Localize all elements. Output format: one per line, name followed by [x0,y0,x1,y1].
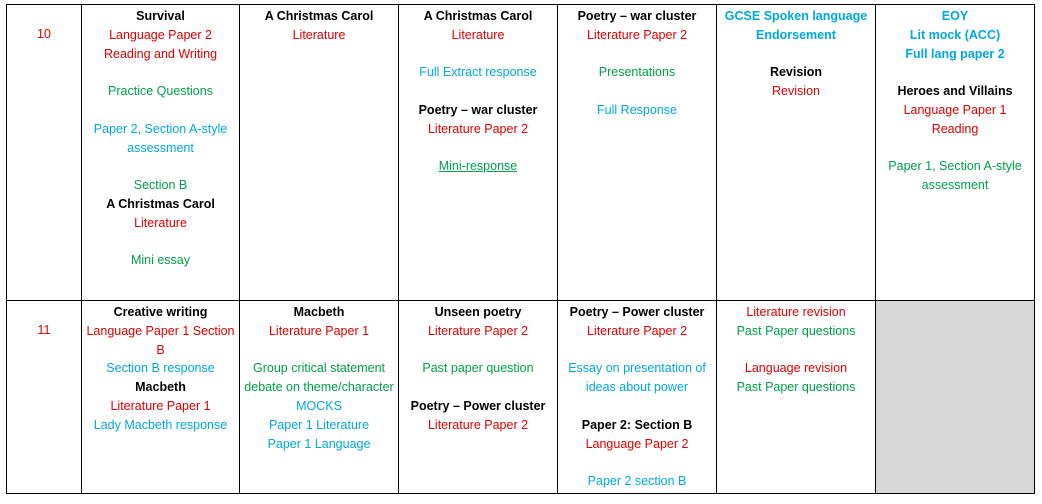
cell-text-line: Poetry – Power cluster [569,305,705,319]
cell-text-line: Past paper question [422,361,534,376]
cell-text-line: Full lang paper 2 [905,46,1005,61]
cell-text-line: Language Paper 1 Reading [903,102,1007,136]
year-11-term-4-cell [558,301,717,494]
cell-text-line: Language Paper 2 Reading and Writing [103,27,218,61]
year-11-term-1-cell [82,301,240,494]
cell-text-line: Full Extract response [419,65,537,80]
cell-text-line: Lady Macbeth response [93,417,228,432]
cell-text-line: Section B [133,178,188,193]
cell-blank-line [86,233,235,252]
cell-blank-line [86,101,235,120]
cell-text-line: Language revision [744,361,848,376]
cell-text-line: Heroes and Villains [897,84,1013,99]
cell-text-line: Literature [451,27,505,42]
cell-text-line: Paper 2 section B [587,474,687,489]
cell-text-line: Group critical statement debate on theme/character [244,361,394,395]
cell-text-line: Paper 2: Section B [581,417,693,432]
cell-text-line: Past Paper questions [736,380,856,395]
cell-text-line: Paper 2, Section A-style assessment [93,121,228,155]
year-10-row [7,5,1035,301]
cell-blank-line [403,45,553,64]
cell-blank-line [403,139,553,158]
cell-text-line: Poetry – Power cluster [410,398,546,413]
cell-text-line: Literature [134,215,187,230]
year-11-term-6-empty-cell [876,301,1035,494]
year-11-label: 11 [7,301,82,494]
year-10-term-1-cell [82,5,240,301]
cell-text-line: Literature Paper 2 [586,27,688,42]
cell-text-line: Paper 1, Section A-style assessment [888,159,1022,193]
cell-blank-line [880,139,1030,158]
cell-text-line: Revision [769,65,823,80]
curriculum-plan-table [6,4,1035,494]
cell-text-line: Revision [772,84,820,99]
cell-blank-line [403,341,553,360]
cell-blank-line [562,341,712,360]
cell-text-line: A Christmas Carol [106,196,215,211]
cell-text-line: GCSE Spoken language Endorsement [724,9,868,42]
cell-text-line: Literature Paper 2 [427,121,529,136]
cell-blank-line [562,82,712,101]
cell-text-line: Lit mock (ACC) [909,27,1001,42]
cell-text-line: Macbeth [293,305,345,319]
cell-text-line: Literature [292,27,346,42]
year-11-term-5-cell [717,301,876,494]
cell-text-line: Mini-response [438,159,518,174]
cell-text-line: Presentations [598,65,676,80]
cell-blank-line [721,45,871,64]
cell-text-line: EOY [941,9,969,23]
cell-blank-line [562,453,712,472]
cell-text-line: Mini essay [130,253,191,268]
cell-text-line: Literature revision [746,305,846,319]
year-10-term-2-cell [240,5,399,301]
cell-text-line: Unseen poetry [434,305,522,319]
cell-text-line: Practice Questions [108,84,213,99]
year-11-term-3-cell [399,301,558,494]
year-11-term-2-cell [240,301,399,494]
year-10-term-6-cell [876,5,1035,301]
cell-text-line: A Christmas Carol [264,9,374,23]
cell-text-line: Literature Paper 2 [427,417,529,432]
cell-text-line: Survival [136,9,185,23]
cell-text-line: Full Response [597,102,677,117]
cell-text-line: Literature Paper 1 [268,323,370,338]
cell-text-line: Literature Paper 2 [586,323,688,338]
cell-text-line: Literature Paper 2 [427,323,529,338]
cell-text-line: A Christmas Carol [423,9,533,23]
cell-text-line: Poetry – war cluster [577,9,697,23]
cell-blank-line [403,378,553,397]
cell-text-line: Paper 1 Language [267,436,371,451]
cell-blank-line [562,45,712,64]
cell-text-line: Macbeth [135,380,186,395]
year-10-label: 10 [7,5,82,301]
cell-blank-line [721,341,871,360]
cell-blank-line [86,63,235,82]
year-10-term-4-cell [558,5,717,301]
cell-blank-line [403,82,553,101]
cell-text-line: Language Paper 2 [585,436,689,451]
cell-blank-line [86,157,235,176]
cell-text-line: MOCKS [296,398,342,413]
year-10-term-5-cell [717,5,876,301]
cell-text-line: Essay on presentation of ideas about power [568,361,706,395]
cell-blank-line [880,63,1030,82]
cell-text-line: Past Paper questions [736,323,856,338]
year-10-term-3-cell [399,5,558,301]
cell-text-line: Section B response [106,361,215,376]
cell-text-line: Poetry – war cluster [418,102,538,117]
cell-text-line: Literature Paper 1 [110,398,211,413]
cell-text-line: Creative writing [113,305,208,319]
cell-text-line: Language Paper 1 Section B [86,323,235,357]
cell-text-line: Paper 1 Literature [268,417,370,432]
year-11-row [7,301,1035,494]
cell-blank-line [244,341,394,360]
cell-blank-line [562,397,712,416]
